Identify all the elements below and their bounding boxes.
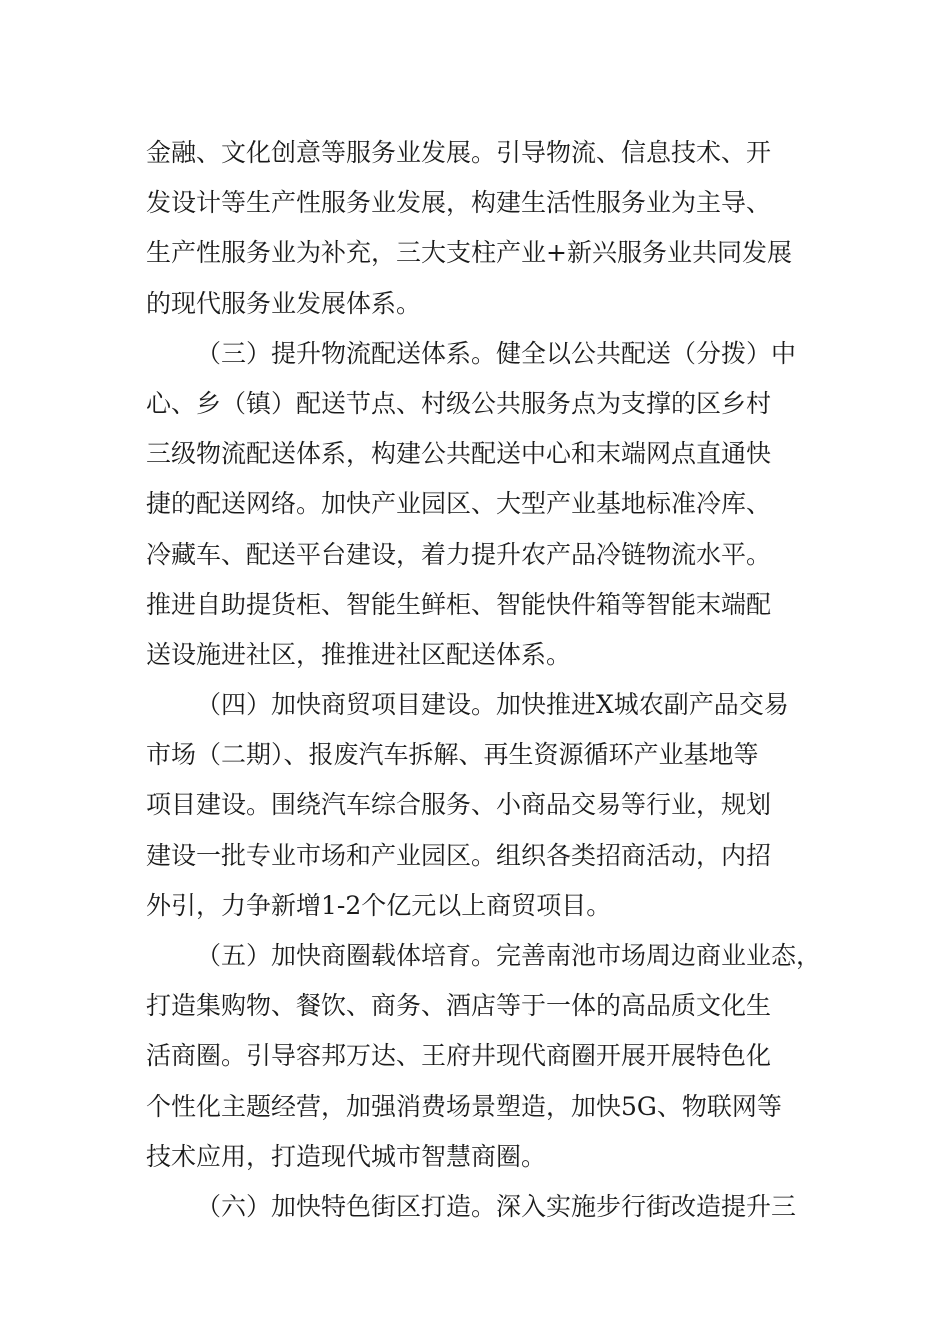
text-line: 的现代服务业发展体系。 (146, 288, 422, 318)
body-text (146, 128, 826, 1232)
text-line: 生产性服务业为补充，三大支柱产业+新兴服务业共同发展 (146, 238, 792, 268)
text-line: 建设一批专业市场和产业园区。组织各类招商活动，内招 (146, 840, 772, 870)
text-line: 金融、文化创意等服务业发展。引导物流、信息技术、开 (146, 138, 772, 167)
section-heading-line: （三）提升物流配送体系。健全以公共配送（分拨）中 (196, 338, 797, 368)
text-line: 市场（二期）、报废汽车拆解、再生资源循环产业基地等 (146, 740, 759, 770)
text-line: 冷藏车、配送平台建设，着力提升农产品冷链物流水平。 (146, 539, 772, 569)
text-line: 个性化主题经营，加强消费场景塑造，加快5G、物联网等 (146, 1091, 782, 1121)
section-heading-line: （五）加快商圈载体培育。完善南池市场周边商业业态， (196, 941, 822, 970)
text-line: 项目建设。围绕汽车综合服务、小商品交易等行业，规划 (146, 790, 772, 820)
text-line: 技术应用，打造现代城市智慧商圈。 (146, 1141, 547, 1171)
text-line: 三级物流配送体系，构建公共配送中心和末端网点直通快 (146, 439, 772, 469)
text-line: 心、乡（镇）配送节点、村级公共服务点为支撑的区乡村 (146, 388, 772, 418)
section-heading-line: （四）加快商贸项目建设。加快推进X城农副产品交易 (196, 690, 789, 720)
section-heading-line: （六）加快特色街区打造。深入实施步行街改造提升三 (196, 1191, 797, 1221)
text-line: 发设计等生产性服务业发展，构建生活性服务业为主导、 (146, 188, 772, 218)
text-line: 打造集购物、餐饮、商务、酒店等于一体的高品质文化生 (146, 991, 772, 1021)
text-line: 活商圈。引导容邦万达、王府井现代商圈开展开展特色化 (146, 1041, 772, 1071)
text-line: 推进自助提货柜、智能生鲜柜、智能快件箱等智能末端配 (146, 589, 772, 619)
text-line: 外引，力争新增1-2个亿元以上商贸项目。 (146, 890, 612, 920)
text-line: 捷的配送网络。加快产业园区、大型产业基地标准冷库、 (146, 489, 772, 519)
text-line: 送设施进社区，推推进社区配送体系。 (146, 639, 572, 669)
